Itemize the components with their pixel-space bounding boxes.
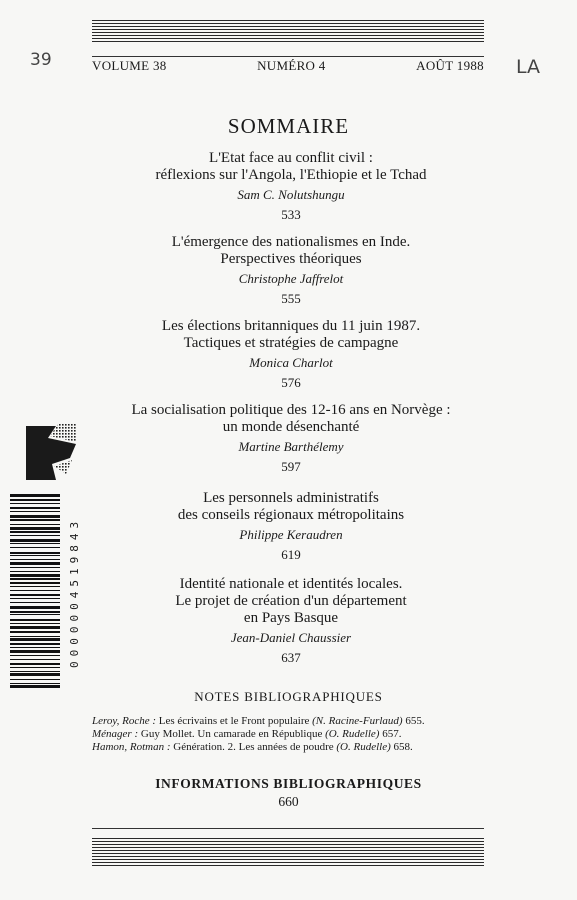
handwritten-note-right: LA (516, 56, 541, 78)
page-title: SOMMAIRE (227, 114, 350, 138)
notes-heading: NOTES BIBLIOGRAPHIQUES (194, 689, 383, 704)
toc-entry-author: Jean-Daniel Chaussier (230, 630, 352, 645)
date-label: AOÛT 1988 (416, 58, 484, 73)
toc-entry (92, 150, 490, 224)
info-heading: INFORMATIONS BIBLIOGRAPHIQUES (155, 776, 422, 791)
volume-label: VOLUME 38 (92, 58, 167, 73)
note-text: Guy Mollet. Un camarade en République (138, 728, 326, 740)
barcode-digits: 0000004519843 (68, 516, 81, 668)
note-item (92, 728, 490, 741)
header-rule (92, 56, 484, 57)
note-reviewer: (O. Rudelle) (325, 728, 380, 740)
top-hatch-band (92, 20, 484, 44)
note-page: 657. (379, 728, 402, 740)
footer-rule (92, 828, 484, 829)
note-reviewer: (O. Rudelle) (336, 741, 391, 753)
note-authors: Ménager : (92, 728, 139, 740)
toc-entry-page: 576 (281, 375, 301, 390)
toc-entry-page: 533 (281, 207, 301, 222)
toc-entry-title-line: L'émergence des nationalismes en Inde. (171, 234, 411, 250)
toc-entry-title-line: Identité nationale et identités locales. (179, 576, 403, 592)
toc-entry-page: 637 (281, 650, 301, 665)
note-authors: Hamon, Rotman : (92, 741, 171, 753)
toc-entry (92, 402, 490, 476)
toc-entry-title-line: Le projet de création d'un département (175, 593, 407, 609)
toc-entry-title-line: L'Etat face au conflit civil : (209, 150, 373, 166)
numero-label: NUMÉRO 4 (257, 58, 326, 73)
toc-entry (92, 234, 490, 308)
toc-entry-title-line: des conseils régionaux métropolitains (177, 507, 405, 523)
toc-entry (92, 318, 490, 392)
toc-entry-title-line: Perspectives théoriques (220, 251, 362, 267)
barcode-icon (10, 494, 66, 690)
toc-entry-title-line: un monde désenchanté (222, 419, 360, 435)
toc-entry-title-line: Les élections britanniques du 11 juin 1987. (161, 318, 421, 334)
bottom-hatch-band (92, 838, 484, 866)
toc-entry-title-line: Tactiques et stratégies de campagne (183, 335, 399, 351)
issue-header (92, 58, 484, 74)
toc-entry-author: Philippe Keraudren (239, 527, 343, 542)
notes-list (92, 715, 490, 754)
toc-entry-title-line: Les personnels administratifs (203, 490, 379, 506)
toc-entry-page: 619 (281, 547, 301, 562)
toc-entry-title-line: La socialisation politique des 12-16 ans en Norvège : (131, 402, 451, 418)
toc-entry (92, 576, 490, 667)
toc-entry-page: 555 (281, 291, 301, 306)
handwritten-note-left: 39 (30, 50, 52, 70)
publisher-logo-icon (26, 424, 76, 480)
toc-entry-author: Sam C. Nolutshungu (237, 187, 345, 202)
note-item (92, 715, 490, 728)
note-page: 655. (402, 715, 425, 727)
note-reviewer: (N. Racine-Furlaud) (312, 715, 403, 727)
toc-entry-author: Christophe Jaffrelot (238, 271, 344, 286)
toc-entry-title-line: en Pays Basque (243, 610, 339, 626)
toc-entry-title-line: réflexions sur l'Angola, l'Ethiopie et le Tchad (155, 167, 427, 183)
note-page: 658. (390, 741, 413, 753)
note-authors: Leroy, Roche : (92, 715, 157, 727)
note-text: Les écrivains et le Front populaire (156, 715, 313, 727)
toc-entry (92, 490, 490, 564)
note-item (92, 741, 490, 754)
info-page-number: 660 (278, 794, 299, 809)
note-text: Génération. 2. Les années de poudre (170, 741, 337, 753)
toc-entry-author: Monica Charlot (249, 355, 333, 370)
toc-entry-author: Martine Barthélemy (238, 439, 344, 454)
toc-entry-page: 597 (281, 459, 301, 474)
